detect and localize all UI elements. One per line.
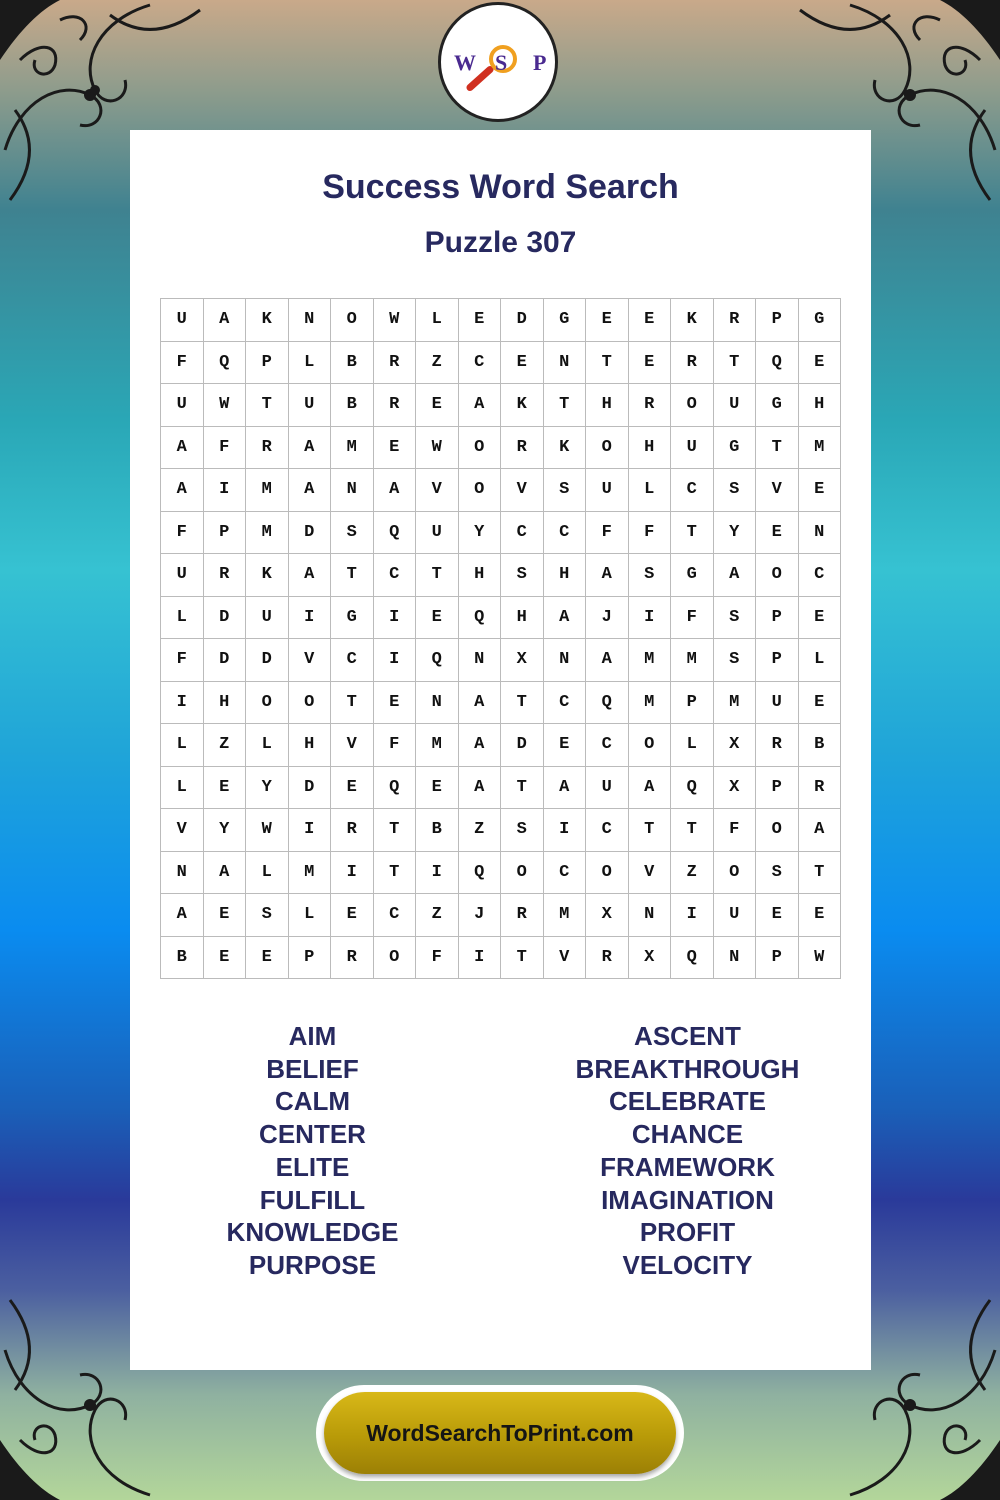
grid-cell[interactable]: E (799, 469, 842, 512)
grid-cell[interactable]: Y (714, 512, 757, 555)
grid-cell[interactable]: E (204, 894, 247, 937)
grid-cell[interactable]: P (289, 937, 332, 980)
word-list-item: BREAKTHROUGH (575, 1053, 800, 1084)
grid-cell[interactable]: P (204, 512, 247, 555)
grid-cell[interactable]: O (501, 852, 544, 895)
grid-cell[interactable]: P (671, 682, 714, 725)
grid-cell[interactable]: I (374, 639, 417, 682)
grid-cell[interactable]: O (714, 852, 757, 895)
grid-cell[interactable]: A (586, 639, 629, 682)
grid-cell[interactable]: T (756, 427, 799, 470)
grid-cell[interactable]: E (331, 894, 374, 937)
grid-cell[interactable]: T (501, 682, 544, 725)
grid-cell[interactable]: S (714, 597, 757, 640)
grid-cell[interactable]: W (799, 937, 842, 980)
grid-cell[interactable]: R (374, 342, 417, 385)
grid-cell[interactable]: S (714, 469, 757, 512)
word-list-item: CALM (274, 1086, 351, 1117)
grid-cell[interactable]: E (544, 724, 587, 767)
grid-cell[interactable]: N (416, 682, 459, 725)
grid-cell[interactable]: R (714, 299, 757, 342)
word-list-item: BELIEF (266, 1053, 359, 1084)
grid-cell[interactable]: I (204, 469, 247, 512)
grid-cell[interactable]: A (161, 894, 204, 937)
grid-cell[interactable]: Q (374, 512, 417, 555)
grid-cell[interactable]: A (161, 427, 204, 470)
grid-cell[interactable]: V (756, 469, 799, 512)
grid-cell[interactable]: N (289, 299, 332, 342)
grid-cell[interactable]: E (374, 427, 417, 470)
grid-cell[interactable]: A (204, 852, 247, 895)
grid-cell[interactable]: C (586, 809, 629, 852)
grid-cell[interactable]: O (586, 427, 629, 470)
grid-cell[interactable]: S (714, 639, 757, 682)
grid-cell[interactable]: E (799, 597, 842, 640)
grid-cell[interactable]: N (459, 639, 502, 682)
grid-cell[interactable]: F (204, 427, 247, 470)
grid-cell[interactable]: N (799, 512, 842, 555)
grid-cell[interactable]: A (629, 767, 672, 810)
grid-cell[interactable]: O (629, 724, 672, 767)
grid-cell[interactable]: E (756, 894, 799, 937)
word-list-right (550, 1020, 825, 1282)
grid-cell[interactable]: E (416, 767, 459, 810)
grid-cell[interactable]: T (586, 342, 629, 385)
grid-cell[interactable]: F (161, 639, 204, 682)
grid-cell[interactable]: N (544, 639, 587, 682)
grid-cell[interactable]: E (204, 937, 247, 980)
word-list-item: ASCENT (634, 1021, 741, 1051)
grid-cell[interactable]: E (246, 937, 289, 980)
grid-cell[interactable]: I (161, 682, 204, 725)
footer-badge (316, 1385, 684, 1481)
word-list-item: FRAMEWORK (600, 1151, 775, 1182)
grid-cell[interactable]: T (629, 809, 672, 852)
grid-cell[interactable]: A (289, 554, 332, 597)
grid-cell[interactable]: V (331, 724, 374, 767)
grid-cell[interactable]: X (629, 937, 672, 980)
grid-cell[interactable]: O (459, 427, 502, 470)
grid-cell[interactable]: L (671, 724, 714, 767)
grid-cell[interactable]: L (289, 342, 332, 385)
grid-cell[interactable]: B (331, 342, 374, 385)
grid-cell[interactable]: C (331, 639, 374, 682)
grid-cell[interactable]: V (501, 469, 544, 512)
grid-cell[interactable]: I (374, 597, 417, 640)
grid-cell[interactable]: J (459, 894, 502, 937)
grid-cell[interactable]: P (246, 342, 289, 385)
grid-cell[interactable]: A (544, 597, 587, 640)
grid-cell[interactable]: Y (204, 809, 247, 852)
grid-cell[interactable]: R (374, 384, 417, 427)
grid-cell[interactable]: M (246, 512, 289, 555)
grid-cell[interactable]: M (629, 682, 672, 725)
grid-cell[interactable]: G (331, 597, 374, 640)
grid-cell[interactable]: T (331, 682, 374, 725)
grid-cell[interactable]: E (331, 767, 374, 810)
grid-cell[interactable]: F (161, 342, 204, 385)
grid-cell[interactable]: N (331, 469, 374, 512)
grid-cell[interactable]: H (799, 384, 842, 427)
grid-cell[interactable]: U (161, 299, 204, 342)
grid-cell[interactable]: K (671, 299, 714, 342)
puzzle-number: Puzzle 307 (424, 226, 577, 259)
grid-cell[interactable]: Q (756, 342, 799, 385)
grid-cell[interactable]: B (331, 384, 374, 427)
grid-cell[interactable]: D (204, 639, 247, 682)
grid-cell[interactable]: F (161, 512, 204, 555)
grid-cell[interactable]: O (756, 809, 799, 852)
grid-cell[interactable]: E (501, 342, 544, 385)
grid-cell[interactable]: T (374, 809, 417, 852)
grid-cell[interactable]: M (289, 852, 332, 895)
grid-cell[interactable]: S (501, 809, 544, 852)
grid-cell[interactable]: Z (671, 852, 714, 895)
grid-cell[interactable]: N (544, 342, 587, 385)
word-list-item: AIM (288, 1021, 337, 1051)
grid-cell[interactable]: L (246, 724, 289, 767)
grid-cell[interactable]: X (714, 767, 757, 810)
grid-cell[interactable]: E (629, 342, 672, 385)
grid-cell[interactable]: O (756, 554, 799, 597)
grid-cell[interactable]: V (544, 937, 587, 980)
grid-cell[interactable]: A (374, 469, 417, 512)
grid-cell[interactable]: C (671, 469, 714, 512)
grid-cell[interactable]: S (331, 512, 374, 555)
grid-cell[interactable]: I (671, 894, 714, 937)
puzzle-sheet (130, 130, 871, 1370)
word-list-item: FULFILL (259, 1184, 366, 1215)
grid-cell[interactable]: E (799, 894, 842, 937)
grid-cell[interactable]: T (416, 554, 459, 597)
grid-cell[interactable]: I (416, 852, 459, 895)
site-logo[interactable] (438, 2, 558, 122)
grid-cell[interactable]: E (416, 384, 459, 427)
grid-cell[interactable]: E (799, 682, 842, 725)
grid-cell[interactable]: Z (459, 809, 502, 852)
grid-cell[interactable]: U (586, 469, 629, 512)
grid-cell[interactable]: V (289, 639, 332, 682)
grid-cell[interactable]: T (799, 852, 842, 895)
grid-cell[interactable]: D (289, 767, 332, 810)
word-list-left (175, 1020, 450, 1282)
grid-cell[interactable]: A (799, 809, 842, 852)
grid-cell[interactable]: Z (416, 894, 459, 937)
grid-cell[interactable]: W (246, 809, 289, 852)
site-link[interactable]: WordSearchToPrint.com (324, 1392, 676, 1474)
grid-cell[interactable]: F (671, 597, 714, 640)
grid-cell[interactable]: H (544, 554, 587, 597)
grid-cell[interactable]: Q (204, 342, 247, 385)
grid-cell[interactable]: E (629, 299, 672, 342)
grid-cell[interactable]: K (246, 554, 289, 597)
grid-cell[interactable]: F (374, 724, 417, 767)
grid-cell[interactable]: J (586, 597, 629, 640)
grid-cell[interactable]: I (544, 809, 587, 852)
grid-cell[interactable]: P (756, 639, 799, 682)
word-list-item: PURPOSE (248, 1249, 377, 1280)
grid-cell[interactable]: M (629, 639, 672, 682)
word-list-item: KNOWLEDGE (226, 1217, 399, 1248)
grid-cell[interactable]: H (459, 554, 502, 597)
grid-cell[interactable]: Q (671, 767, 714, 810)
grid-cell[interactable]: C (501, 512, 544, 555)
grid-cell[interactable]: F (629, 512, 672, 555)
grid-cell[interactable]: E (459, 299, 502, 342)
grid-cell[interactable]: B (416, 809, 459, 852)
grid-cell[interactable]: R (501, 427, 544, 470)
grid-cell[interactable]: Y (459, 512, 502, 555)
grid-cell[interactable]: E (756, 512, 799, 555)
grid-cell[interactable]: P (756, 299, 799, 342)
grid-cell[interactable]: D (204, 597, 247, 640)
word-list-item: IMAGINATION (601, 1184, 774, 1215)
grid-cell[interactable]: T (671, 809, 714, 852)
grid-cell[interactable]: Y (246, 767, 289, 810)
grid-cell[interactable]: S (246, 894, 289, 937)
grid-cell[interactable]: C (459, 342, 502, 385)
grid-cell[interactable]: S (756, 852, 799, 895)
grid-cell[interactable]: U (671, 427, 714, 470)
grid-cell[interactable]: Q (374, 767, 417, 810)
grid-cell[interactable]: D (289, 512, 332, 555)
grid-cell[interactable]: T (544, 384, 587, 427)
page-title: Success Word Search (322, 168, 679, 206)
grid-cell[interactable]: B (161, 937, 204, 980)
grid-cell[interactable]: E (416, 597, 459, 640)
grid-cell[interactable]: I (459, 937, 502, 980)
grid-cell[interactable]: R (331, 937, 374, 980)
grid-cell[interactable]: F (586, 512, 629, 555)
grid-cell[interactable]: O (289, 682, 332, 725)
letter-grid (160, 298, 841, 979)
grid-cell[interactable]: S (544, 469, 587, 512)
grid-cell[interactable]: A (459, 767, 502, 810)
grid-cell[interactable]: L (799, 639, 842, 682)
logo-letter: P (533, 50, 547, 75)
grid-cell[interactable]: D (501, 724, 544, 767)
grid-cell[interactable]: U (714, 384, 757, 427)
grid-cell[interactable]: U (161, 554, 204, 597)
grid-cell[interactable]: L (246, 852, 289, 895)
grid-cell[interactable]: A (289, 427, 332, 470)
grid-cell[interactable]: R (671, 342, 714, 385)
grid-cell[interactable]: D (501, 299, 544, 342)
grid-cell[interactable]: L (161, 767, 204, 810)
logo-letter: S (495, 50, 508, 75)
grid-cell[interactable]: O (459, 469, 502, 512)
grid-cell[interactable]: R (501, 894, 544, 937)
grid-cell[interactable]: L (161, 597, 204, 640)
grid-cell[interactable]: X (714, 724, 757, 767)
grid-cell[interactable]: R (331, 809, 374, 852)
grid-cell[interactable]: Q (586, 682, 629, 725)
grid-cell[interactable]: L (161, 724, 204, 767)
grid-cell[interactable]: T (671, 512, 714, 555)
grid-cell[interactable]: N (161, 852, 204, 895)
grid-cell[interactable]: P (756, 937, 799, 980)
grid-cell[interactable]: U (756, 682, 799, 725)
grid-cell[interactable]: A (459, 682, 502, 725)
grid-cell[interactable]: X (501, 639, 544, 682)
grid-cell[interactable]: A (161, 469, 204, 512)
word-list-item: PROFIT (639, 1217, 736, 1248)
grid-cell[interactable]: R (629, 384, 672, 427)
grid-cell[interactable]: H (501, 597, 544, 640)
grid-cell[interactable]: I (289, 809, 332, 852)
logo-letter: W (454, 50, 476, 75)
grid-cell[interactable]: T (374, 852, 417, 895)
grid-cell[interactable]: L (629, 469, 672, 512)
grid-cell[interactable]: C (544, 682, 587, 725)
grid-cell[interactable]: W (204, 384, 247, 427)
grid-cell[interactable]: T (714, 342, 757, 385)
grid-cell[interactable]: F (714, 809, 757, 852)
grid-cell[interactable]: V (416, 469, 459, 512)
grid-cell[interactable]: A (289, 469, 332, 512)
grid-cell[interactable]: U (289, 384, 332, 427)
grid-cell[interactable]: M (714, 682, 757, 725)
grid-cell[interactable]: C (374, 894, 417, 937)
grid-cell[interactable]: T (246, 384, 289, 427)
grid-cell[interactable]: C (799, 554, 842, 597)
grid-cell[interactable]: U (586, 767, 629, 810)
grid-cell[interactable]: M (671, 639, 714, 682)
grid-cell[interactable]: X (586, 894, 629, 937)
grid-cell[interactable]: A (544, 767, 587, 810)
grid-cell[interactable]: H (586, 384, 629, 427)
grid-cell[interactable]: K (501, 384, 544, 427)
grid-cell[interactable]: H (204, 682, 247, 725)
grid-cell[interactable]: T (501, 937, 544, 980)
word-list-item: CHANCE (631, 1119, 744, 1150)
grid-cell[interactable]: L (416, 299, 459, 342)
grid-cell[interactable]: M (799, 427, 842, 470)
grid-cell[interactable]: V (161, 809, 204, 852)
grid-cell[interactable]: R (204, 554, 247, 597)
word-list-item: CENTER (259, 1119, 366, 1150)
grid-cell[interactable]: G (756, 384, 799, 427)
grid-cell[interactable]: C (374, 554, 417, 597)
grid-cell[interactable]: R (799, 767, 842, 810)
grid-cell[interactable]: A (586, 554, 629, 597)
grid-cell[interactable]: N (714, 937, 757, 980)
grid-cell[interactable]: T (331, 554, 374, 597)
grid-cell[interactable]: M (331, 427, 374, 470)
grid-cell[interactable]: R (586, 937, 629, 980)
grid-cell[interactable]: W (416, 427, 459, 470)
grid-cell[interactable]: A (459, 384, 502, 427)
grid-cell[interactable]: L (289, 894, 332, 937)
grid-cell[interactable]: T (501, 767, 544, 810)
grid-cell[interactable]: P (756, 767, 799, 810)
grid-cell[interactable]: D (246, 639, 289, 682)
grid-cell[interactable]: K (246, 299, 289, 342)
grid-cell[interactable]: G (714, 427, 757, 470)
grid-cell[interactable]: I (629, 597, 672, 640)
grid-cell[interactable]: C (544, 512, 587, 555)
grid-cell[interactable]: O (246, 682, 289, 725)
grid-cell[interactable]: E (799, 342, 842, 385)
grid-cell[interactable]: Q (459, 597, 502, 640)
grid-cell[interactable]: A (459, 724, 502, 767)
grid-cell[interactable]: H (289, 724, 332, 767)
grid-cell[interactable]: P (756, 597, 799, 640)
grid-cell[interactable]: I (289, 597, 332, 640)
grid-cell[interactable]: U (246, 597, 289, 640)
grid-cell[interactable]: O (671, 384, 714, 427)
grid-cell[interactable]: O (586, 852, 629, 895)
grid-cell[interactable]: K (544, 427, 587, 470)
grid-cell[interactable]: Q (671, 937, 714, 980)
grid-cell[interactable]: N (629, 894, 672, 937)
grid-cell[interactable]: A (204, 299, 247, 342)
grid-cell[interactable]: G (544, 299, 587, 342)
grid-cell[interactable]: W (374, 299, 417, 342)
word-list-item: VELOCITY (622, 1249, 753, 1280)
grid-cell[interactable]: E (586, 299, 629, 342)
grid-cell[interactable]: E (374, 682, 417, 725)
grid-cell[interactable]: U (161, 384, 204, 427)
word-list-item: CELEBRATE (609, 1086, 766, 1117)
grid-cell[interactable]: G (671, 554, 714, 597)
grid-cell[interactable]: C (544, 852, 587, 895)
grid-cell[interactable]: H (629, 427, 672, 470)
grid-cell[interactable]: S (629, 554, 672, 597)
grid-cell[interactable]: U (714, 894, 757, 937)
word-list-item: ELITE (275, 1151, 350, 1182)
grid-cell[interactable]: O (374, 937, 417, 980)
grid-cell[interactable]: M (416, 724, 459, 767)
grid-cell[interactable]: O (331, 299, 374, 342)
grid-cell[interactable]: M (544, 894, 587, 937)
grid-cell[interactable]: Z (204, 724, 247, 767)
grid-cell[interactable]: Z (416, 342, 459, 385)
grid-cell[interactable]: Q (416, 639, 459, 682)
grid-cell[interactable]: G (799, 299, 842, 342)
grid-cell[interactable]: E (204, 767, 247, 810)
grid-cell[interactable]: B (799, 724, 842, 767)
grid-cell[interactable]: Q (459, 852, 502, 895)
grid-cell[interactable]: M (246, 469, 289, 512)
grid-cell[interactable]: C (586, 724, 629, 767)
grid-cell[interactable]: V (629, 852, 672, 895)
grid-cell[interactable]: U (416, 512, 459, 555)
grid-cell[interactable]: I (331, 852, 374, 895)
grid-cell[interactable]: A (714, 554, 757, 597)
grid-cell[interactable]: R (756, 724, 799, 767)
grid-cell[interactable]: S (501, 554, 544, 597)
grid-cell[interactable]: R (246, 427, 289, 470)
grid-cell[interactable]: F (416, 937, 459, 980)
